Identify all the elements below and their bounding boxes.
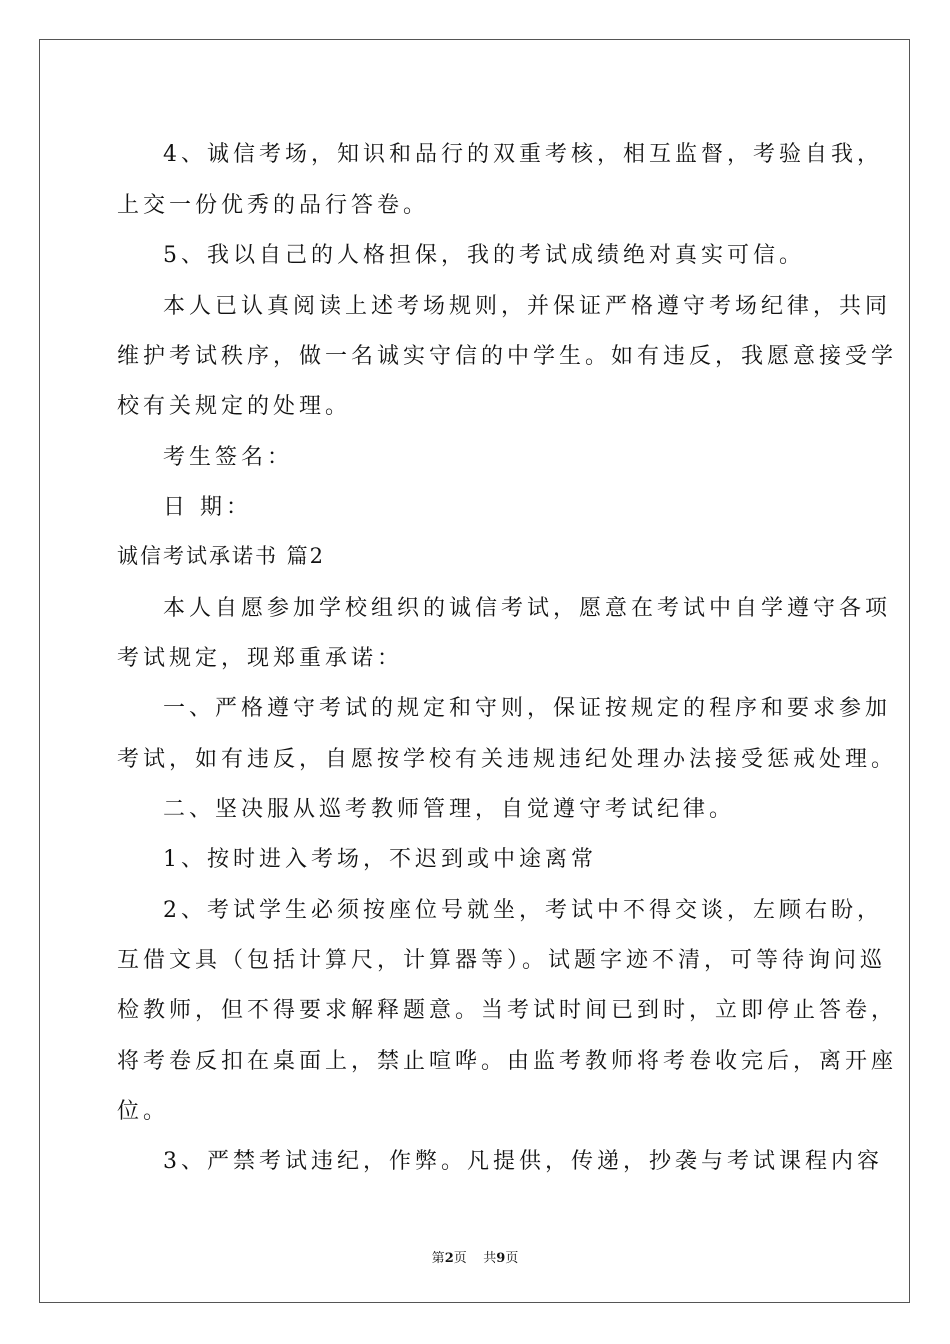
footer-prefix: 第 bbox=[431, 1251, 445, 1266]
page-footer bbox=[0, 1247, 950, 1266]
paragraph-line: 本人已认真阅读上述考场规则，并保证严格遵守考场纪律，共同 bbox=[163, 294, 892, 319]
paragraph-line: 1、按时进入考场，不迟到或中途离常 bbox=[163, 847, 597, 872]
paragraph-line: 互借文具（包括计算尺，计算器等）。试题字迹不清，可等待询问巡 bbox=[117, 948, 887, 973]
paragraph-line: 检教师，但不得要求解释题意。当考试时间已到时，立即停止答卷， bbox=[117, 998, 898, 1023]
paragraph-line: 上交一份优秀的品行答卷。 bbox=[117, 193, 430, 218]
paragraph-line: 校有关规定的处理。 bbox=[117, 394, 352, 419]
paragraph-line: 考试规定，现郑重承诺： bbox=[117, 646, 404, 671]
paragraph-line: 将考卷反扣在桌面上，禁止喧哗。由监考教师将考卷收完后，离开座 bbox=[117, 1049, 898, 1074]
paragraph-line: 5、我以自己的人格担保，我的考试成绩绝对真实可信。 bbox=[163, 243, 805, 268]
section-heading: 诚信考试承诺书 篇2 bbox=[117, 544, 326, 568]
paragraph-line: 考试，如有违反，自愿按学校有关违规违纪处理办法接受惩戒处理。 bbox=[117, 747, 898, 772]
signature-label: 考生签名： bbox=[163, 445, 294, 470]
paragraph-line: 位。 bbox=[117, 1099, 170, 1124]
paragraph-line: 2、考试学生必须按座位号就坐，考试中不得交谈，左顾右盼， bbox=[163, 898, 883, 923]
total-page-number: 9 bbox=[496, 1251, 506, 1266]
paragraph-line: 维护考试秩序，做一名诚实守信的中学生。如有违反，我愿意接受学 bbox=[117, 344, 898, 369]
paragraph-line: 4、诚信考场，知识和品行的双重考核，相互监督，考验自我， bbox=[163, 142, 883, 167]
footer-suffix: 页 bbox=[505, 1251, 519, 1266]
date-label: 日 期： bbox=[163, 495, 252, 520]
current-page-number: 2 bbox=[444, 1251, 454, 1266]
paragraph-line: 一、严格遵守考试的规定和守则，保证按规定的程序和要求参加 bbox=[163, 696, 892, 721]
paragraph-line: 3、严禁考试违纪，作弊。凡提供，传递，抄袭与考试课程内容 bbox=[163, 1149, 883, 1174]
paragraph-line: 二、坚决服从巡考教师管理，自觉遵守考试纪律。 bbox=[163, 797, 736, 822]
footer-mid: 页 共 bbox=[453, 1251, 497, 1266]
paragraph-line: 本人自愿参加学校组织的诚信考试，愿意在考试中自学遵守各项 bbox=[163, 596, 892, 621]
